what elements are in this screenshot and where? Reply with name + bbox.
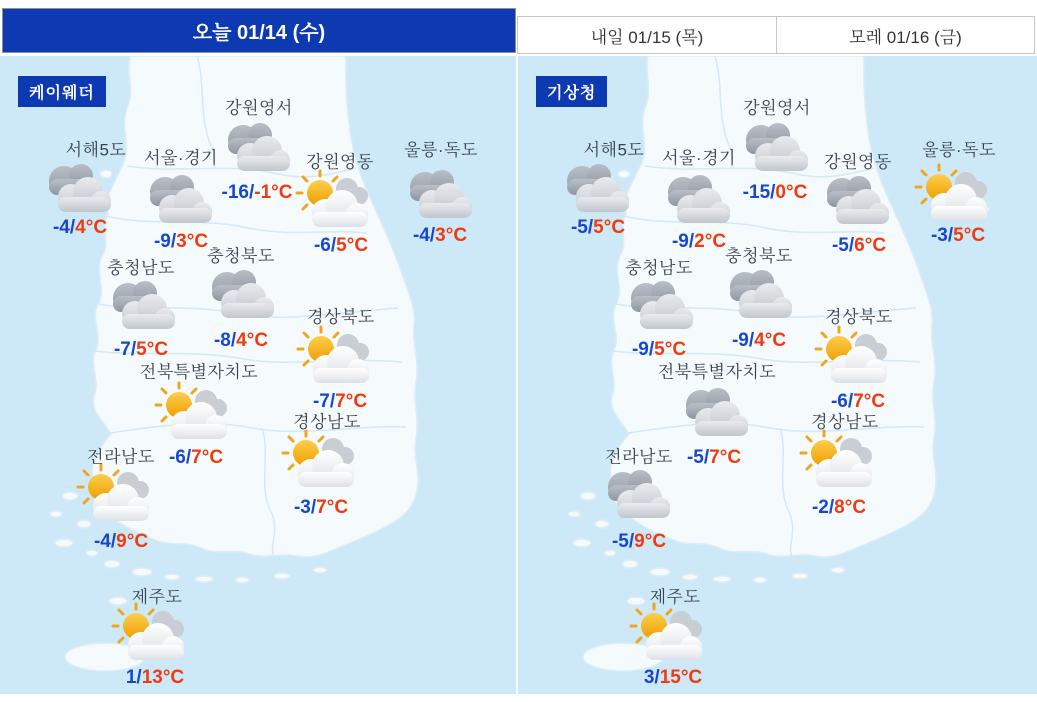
cloudy-icon	[135, 168, 223, 234]
low-temp: -6/	[168, 447, 192, 468]
partly-sunny-icon	[798, 429, 886, 495]
tab-today[interactable]: 오늘 01/14 (수)	[2, 8, 516, 53]
region-temp	[612, 531, 666, 553]
cloudy-icon	[213, 116, 301, 182]
region-label: 전라남도	[605, 447, 673, 467]
high-temp: 5°C	[593, 217, 626, 238]
low-temp: 3/	[643, 667, 660, 688]
low-temp: -7/	[312, 391, 336, 412]
low-temp: -5/	[611, 531, 635, 552]
region-temp	[53, 217, 107, 239]
cloudy-icon	[197, 263, 285, 329]
region-label: 충청북도	[725, 246, 793, 266]
high-temp: 0°C	[775, 182, 808, 203]
tab-tomorrow[interactable]: 내일 01/15 (목)	[517, 16, 777, 54]
partly-sunny-icon	[295, 325, 383, 391]
source-badge-kma: 기상청	[536, 76, 607, 107]
cloudy-icon	[715, 263, 803, 329]
high-temp: 7°C	[709, 447, 742, 468]
low-temp: 1/	[125, 667, 142, 688]
cloudy-icon	[395, 163, 483, 229]
high-temp: 5°C	[136, 339, 169, 360]
region-label: 경상북도	[825, 307, 893, 327]
partly-sunny-icon	[110, 602, 198, 668]
region-label: 서울·경기	[144, 148, 218, 168]
high-temp: 9°C	[116, 531, 149, 552]
high-temp: 6°C	[854, 235, 887, 256]
region-temp	[687, 447, 741, 469]
region-temp	[644, 667, 702, 689]
day-tabbar	[0, 0, 1037, 56]
region-temp	[571, 217, 625, 239]
high-temp: 9°C	[634, 531, 667, 552]
region-temp	[812, 497, 866, 519]
high-temp: 4°C	[236, 330, 269, 351]
high-temp: 8°C	[834, 497, 867, 518]
region-temp	[931, 225, 985, 247]
region-temp	[413, 225, 467, 247]
partly-sunny-icon	[280, 429, 368, 495]
low-temp: -5/	[686, 447, 710, 468]
low-temp: -6/	[313, 235, 337, 256]
region-label: 서해5도	[583, 140, 645, 160]
region-temp	[94, 531, 148, 553]
region-label: 강원영동	[824, 152, 892, 172]
high-temp: -1°C	[254, 182, 293, 203]
low-temp: -8/	[213, 330, 237, 351]
cloudy-icon	[616, 274, 704, 340]
high-temp: 7°C	[316, 497, 349, 518]
region-temp	[294, 497, 348, 519]
high-temp: 2°C	[694, 231, 727, 252]
source-badge-kweather: 케이웨더	[18, 76, 106, 107]
region-label: 울릉·독도	[922, 140, 996, 160]
region-label: 전북특별자치도	[657, 362, 777, 382]
low-temp: -15/	[742, 182, 776, 203]
high-temp: 3°C	[176, 231, 209, 252]
region-temp	[832, 235, 886, 257]
low-temp: -4/	[412, 225, 436, 246]
kma-forecast-panel	[518, 56, 1037, 694]
low-temp: -7/	[113, 339, 137, 360]
region-label: 서해5도	[65, 140, 127, 160]
high-temp: 5°C	[953, 225, 986, 246]
region-temp	[154, 231, 208, 253]
high-temp: 7°C	[335, 391, 368, 412]
region-temp	[743, 182, 808, 204]
cloudy-icon	[593, 463, 681, 529]
region-label: 제주도	[649, 587, 701, 607]
cloudy-icon	[731, 116, 819, 182]
low-temp: -9/	[671, 231, 695, 252]
high-temp: 5°C	[336, 235, 369, 256]
region-label: 울릉·독도	[404, 140, 478, 160]
cloudy-icon	[98, 274, 186, 340]
region-label: 충청북도	[207, 246, 275, 266]
low-temp: -6/	[830, 391, 854, 412]
low-temp: -5/	[831, 235, 855, 256]
high-temp: 3°C	[435, 225, 468, 246]
cloudy-icon	[671, 381, 759, 447]
high-temp: 7°C	[853, 391, 886, 412]
region-label: 강원영서	[743, 98, 811, 118]
region-label: 충청남도	[625, 258, 693, 278]
cloudy-icon	[653, 168, 741, 234]
low-temp: -5/	[570, 217, 594, 238]
region-temp	[214, 330, 268, 352]
region-label: 충청남도	[107, 258, 175, 278]
low-temp: -3/	[293, 497, 317, 518]
region-temp	[222, 182, 293, 204]
high-temp: 4°C	[75, 217, 108, 238]
kweather-forecast-panel	[0, 56, 516, 694]
cloudy-icon	[812, 169, 900, 235]
region-label: 강원영서	[225, 98, 293, 118]
low-temp: -2/	[811, 497, 835, 518]
region-label: 제주도	[131, 587, 183, 607]
low-temp: -9/	[731, 330, 755, 351]
partly-sunny-icon	[628, 602, 716, 668]
low-temp: -16/	[221, 182, 255, 203]
cloudy-icon	[552, 157, 640, 223]
region-temp	[732, 330, 786, 352]
region-label: 강원영동	[306, 152, 374, 172]
region-label: 경상남도	[811, 412, 879, 432]
region-temp	[672, 231, 726, 253]
region-label: 경상남도	[293, 412, 361, 432]
low-temp: -4/	[52, 217, 76, 238]
region-temp	[126, 667, 184, 689]
low-temp: -3/	[930, 225, 954, 246]
high-temp: 4°C	[754, 330, 787, 351]
high-temp: 13°C	[141, 667, 185, 688]
low-temp: -4/	[93, 531, 117, 552]
partly-sunny-icon	[813, 325, 901, 391]
partly-sunny-icon	[75, 463, 163, 529]
partly-sunny-icon	[153, 381, 241, 447]
region-temp	[169, 447, 223, 469]
tab-day-after-tomorrow[interactable]: 모레 01/16 (금)	[776, 16, 1035, 54]
region-label: 전북특별자치도	[139, 362, 259, 382]
region-temp	[314, 235, 368, 257]
low-temp: -9/	[631, 339, 655, 360]
high-temp: 15°C	[659, 667, 703, 688]
region-label: 경상북도	[307, 307, 375, 327]
region-label: 전라남도	[87, 447, 155, 467]
region-label: 서울·경기	[662, 148, 736, 168]
cloudy-icon	[34, 157, 122, 223]
low-temp: -9/	[153, 231, 177, 252]
high-temp: 7°C	[191, 447, 224, 468]
partly-sunny-icon	[913, 163, 1001, 229]
high-temp: 5°C	[654, 339, 687, 360]
partly-sunny-icon	[294, 169, 382, 235]
